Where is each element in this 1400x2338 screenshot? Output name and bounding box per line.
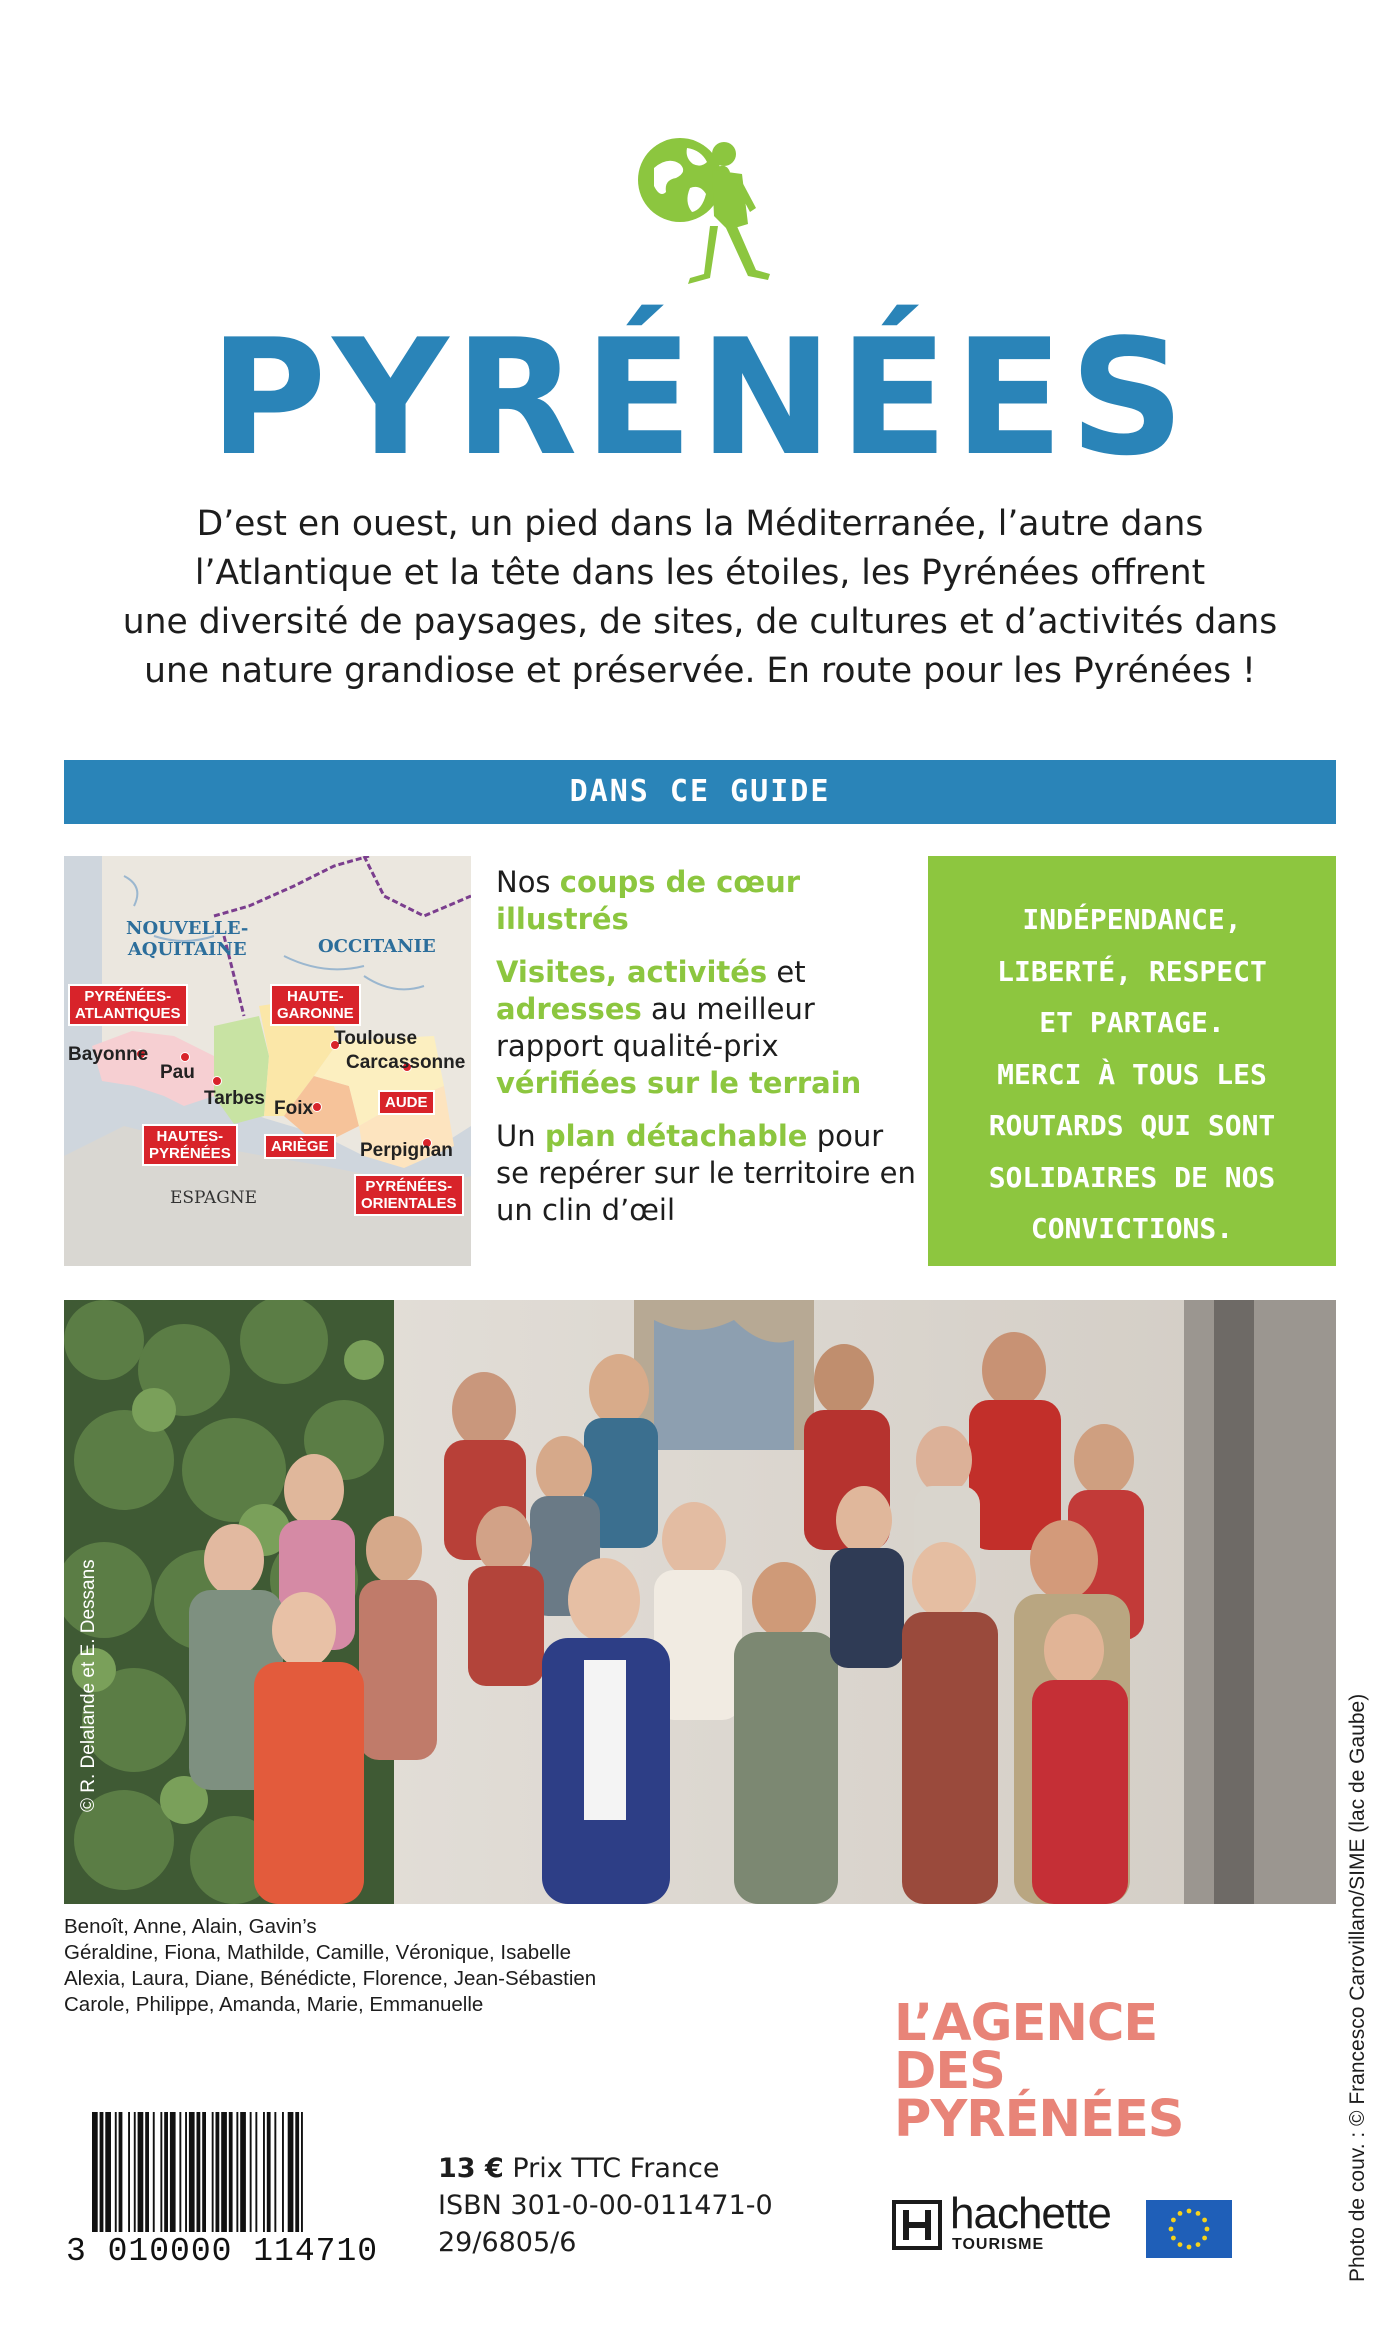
barcode-bar: [185, 2112, 187, 2232]
region-nouvelle-aquitaine: [126, 918, 248, 960]
barcode-bar: [236, 2112, 238, 2232]
price-label: Prix TTC France: [503, 2153, 720, 2184]
feature-highlight: adresses: [496, 992, 642, 1026]
barcode-bar: [221, 2112, 227, 2232]
intro-text: [70, 500, 1330, 696]
barcode-bar: [197, 2112, 201, 2232]
agence-logo-text: L’AGENCE: [894, 1994, 1158, 2053]
feature-item: [496, 864, 916, 938]
eu-star: [1187, 2209, 1192, 2214]
photo-credit: © R. Delalande et E. Dessans: [78, 1559, 99, 1812]
barcode-bar: [179, 2112, 181, 2232]
team-photo: [64, 1300, 1336, 1904]
manifesto-line: SOLIDAIRES DE NOS: [988, 1160, 1276, 1194]
eu-star: [1171, 2236, 1176, 2241]
barcode-bar: [274, 2112, 276, 2232]
team-names-line: Carole, Philippe, Amanda, Marie, Emmanuelle: [64, 1993, 484, 2016]
city-carcassonne: Carcassonne: [346, 1052, 466, 1073]
eu-star: [1196, 2211, 1201, 2216]
hachette-tourisme-logo: [892, 2190, 1132, 2260]
city-dot: [212, 1076, 222, 1086]
badge-text: PYRÉNÉES: [149, 1145, 231, 1162]
feature-item: [496, 954, 916, 1102]
price-line: [438, 2150, 773, 2187]
city-dot: [312, 1102, 322, 1112]
badge-pyrenees-atlantiques: [68, 984, 188, 1026]
barcode-bar: [216, 2112, 220, 2232]
team-names-line: Géraldine, Fiona, Mathilde, Camille, Véronique, Isabelle: [64, 1941, 572, 1964]
badge-text: ORIENTALES: [361, 1195, 457, 1212]
city-tarbes: Tarbes: [204, 1088, 265, 1109]
barcode-bar: [189, 2112, 195, 2232]
team-names-line: Benoît, Anne, Alain, Gavin’s: [64, 1915, 317, 1938]
price-info: [438, 2150, 773, 2261]
feature-text: pour se repérer sur le territoire en un clin d’œil: [496, 1119, 916, 1227]
eu-star: [1196, 2242, 1201, 2247]
badge-hautes-pyrenees: [142, 1124, 238, 1166]
city-dot: [180, 1052, 190, 1062]
intro-line: une nature grandiose et préservée. En route pour les Pyrénées !: [144, 651, 1256, 691]
barcode-bar: [119, 2112, 123, 2232]
manifesto-line: MERCI À TOUS LES: [997, 1057, 1267, 1091]
team-photo-graphic: [64, 1300, 1336, 1904]
barcode-bar: [115, 2112, 117, 2232]
team-names: [64, 1914, 596, 2018]
routard-globe-walker-icon: [632, 128, 782, 288]
feature-text: Un: [496, 1119, 545, 1153]
barcode-bar: [240, 2112, 246, 2232]
region-label: AQUITAINE: [127, 939, 247, 960]
barcode-bar: [170, 2112, 176, 2232]
barcode-bar: [145, 2112, 149, 2232]
barcode-bar: [128, 2112, 130, 2232]
manifesto-line: INDÉPENDANCE,: [1022, 903, 1242, 936]
team-names-line: Alexia, Laura, Diane, Bénédicte, Florence, Jean-Sébastien: [64, 1967, 597, 1990]
intro-line: une diversité de paysages, de sites, de cultures et d’activités dans: [122, 602, 1278, 642]
eu-star: [1169, 2227, 1174, 2232]
feature-highlight: vérifiées sur le terrain: [496, 1066, 862, 1100]
badge-text: HAUTES-: [156, 1128, 224, 1145]
barcode-bar: [295, 2112, 299, 2232]
barcode-bar: [263, 2112, 265, 2232]
barcode-bar: [282, 2112, 284, 2232]
barcode-bar: [100, 2112, 104, 2232]
city-toulouse: Toulouse: [334, 1028, 418, 1049]
barcode-bar: [138, 2112, 144, 2232]
manifesto-line: ROUTARDS QUI SONT: [988, 1109, 1276, 1142]
hachette-sub: TOURISME: [952, 2236, 1045, 2253]
feature-text: Nos: [496, 865, 560, 899]
manifesto-line: LIBERTÉ, RESPECT: [997, 954, 1267, 988]
eu-star: [1171, 2218, 1176, 2223]
barcode-number: 3 010000 114710: [66, 2233, 379, 2270]
feature-highlight: coups de cœur illustrés: [496, 865, 801, 936]
section-banner: [64, 760, 1336, 824]
feature-item: [496, 1118, 916, 1229]
eu-star: [1202, 2236, 1207, 2241]
badge-text: ATLANTIQUES: [75, 1005, 181, 1022]
manifesto-line: CONVICTIONS.: [1030, 1212, 1234, 1245]
barcode-bar: [134, 2112, 136, 2232]
barcode-bar: [255, 2112, 257, 2232]
eu-star: [1178, 2211, 1183, 2216]
badge-haute-garonne: [270, 984, 361, 1026]
agence-logo-text: DES: [894, 2042, 1005, 2101]
barcode-bar: [288, 2112, 294, 2232]
cover-photo-credit: Photo de couv. : © Francesco Carovillano/SIME (lac de Gaube): [1346, 1693, 1369, 2282]
feature-text: au meilleur rapport qualité-prix: [496, 992, 815, 1063]
barcode-bar: [212, 2112, 214, 2232]
barcode-bar: [160, 2112, 162, 2232]
city-foix: Foix: [274, 1098, 314, 1119]
city-pau: Pau: [160, 1062, 195, 1083]
barcode-bar: [164, 2112, 168, 2232]
manifesto-line: ET PARTAGE.: [1039, 1006, 1225, 1039]
barcode-bar: [153, 2112, 155, 2232]
hachette-h-icon: [892, 2200, 942, 2250]
barcode-bar: [250, 2112, 252, 2232]
region-label: NOUVELLE-: [126, 918, 249, 939]
intro-line: D’est en ouest, un pied dans la Méditerranée, l’autre dans: [196, 504, 1204, 544]
intro-line: l’Atlantique et la tête dans les étoiles, les Pyrénées offrent: [194, 553, 1206, 593]
eu-star: [1205, 2227, 1210, 2232]
feature-text: et: [767, 955, 806, 989]
agence-logo-text: PYRÉNÉES: [894, 2090, 1184, 2149]
guide-features: [496, 864, 916, 1245]
country-espagne: ESPAGNE: [170, 1188, 258, 1208]
banner-label: DANS CE GUIDE: [569, 774, 831, 809]
barcode-bar: [202, 2112, 206, 2232]
feature-highlight: Visites, activités: [496, 955, 768, 989]
barcode-bar: [229, 2112, 233, 2232]
hachette-name: hachette: [950, 2189, 1111, 2238]
agence-pyrenees-logo: [894, 1994, 1214, 2149]
city-perpignan: Perpignan: [360, 1140, 453, 1161]
isbn: ISBN 301-0-00-011471-0: [438, 2190, 773, 2221]
badge-pyrenees-orientales: [354, 1174, 464, 1216]
reference-number: 29/6805/6: [438, 2227, 577, 2258]
eu-star: [1178, 2242, 1183, 2247]
barcode-bar: [301, 2112, 303, 2232]
badge-text: HAUTE-: [287, 988, 344, 1005]
barcode-bar: [92, 2112, 98, 2232]
badge-ariege: ARIÈGE: [264, 1134, 336, 1159]
manifesto-text: [938, 894, 1326, 1255]
region-map: [64, 856, 471, 1266]
guide-title: PYRÉNÉES: [209, 304, 1191, 491]
barcode-bar: [105, 2112, 111, 2232]
badge-text: GARONNE: [277, 1005, 354, 1022]
badge-text: PYRÉNÉES-: [365, 1178, 453, 1195]
region-occitanie: OCCITANIE: [318, 936, 436, 957]
eu-star: [1187, 2245, 1192, 2250]
badge-aude: AUDE: [378, 1090, 435, 1115]
city-bayonne: Bayonne: [68, 1044, 149, 1065]
barcode-bar: [267, 2112, 271, 2232]
manifesto-box: [928, 856, 1336, 1266]
feature-highlight: plan détachable: [544, 1119, 808, 1153]
badge-text: PYRÉNÉES-: [84, 988, 172, 1005]
price-amount: 13 €: [438, 2153, 504, 2184]
eu-star: [1202, 2218, 1207, 2223]
eu-flag-icon: [1146, 2200, 1232, 2258]
